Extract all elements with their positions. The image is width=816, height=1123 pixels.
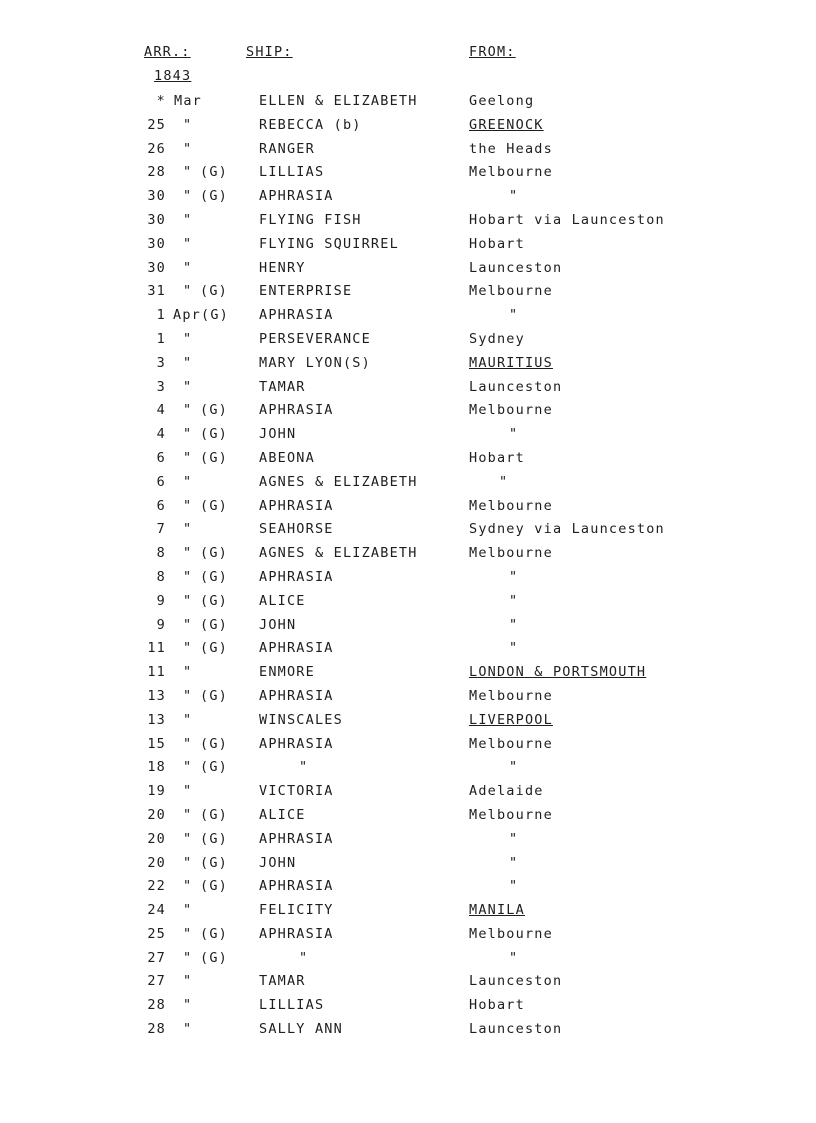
arrival-row xyxy=(0,401,816,425)
arrival-flag: (G) xyxy=(200,687,228,704)
departure-port: Melbourne xyxy=(469,283,553,300)
departure-port: Hobart xyxy=(469,449,525,466)
arrival-month: " xyxy=(183,521,193,538)
arrival-row xyxy=(0,92,816,116)
arrival-row xyxy=(0,830,816,854)
arrival-month: " xyxy=(183,188,193,205)
arrival-day: * xyxy=(156,93,166,109)
arrival-day: 28 xyxy=(147,1021,166,1038)
arrival-month: " xyxy=(183,545,193,562)
departure-port: Hobart xyxy=(469,235,525,252)
ship-name: FELICITY xyxy=(259,902,334,919)
ship-name: APHRASIA xyxy=(259,307,334,324)
arrival-day: 31 xyxy=(147,283,166,300)
arrival-flag: (G) xyxy=(200,497,228,514)
departure-port: Sydney xyxy=(469,330,525,347)
arrival-row xyxy=(0,425,816,449)
header-arrival: ARR.: xyxy=(144,44,191,60)
ship-name: TAMAR xyxy=(259,973,306,990)
departure-port: Melbourne xyxy=(469,164,553,181)
departure-port: Melbourne xyxy=(469,687,553,704)
departure-port: MANILA xyxy=(469,902,525,919)
arrival-day: 25 xyxy=(147,925,166,942)
arrival-flag: (G) xyxy=(200,545,228,562)
arrival-month: " xyxy=(183,330,193,347)
arrival-month: " xyxy=(183,283,193,300)
departure-port: Geelong xyxy=(469,93,535,109)
arrival-day: 25 xyxy=(147,116,166,133)
arrival-month: " xyxy=(183,1021,193,1038)
ship-name: SEAHORSE xyxy=(259,521,334,538)
arrival-row xyxy=(0,1020,816,1044)
departure-port: Launceston xyxy=(469,259,563,276)
arrival-row xyxy=(0,473,816,497)
departure-port: Hobart xyxy=(469,997,525,1014)
year-heading: 1843 xyxy=(154,68,192,84)
arrival-month: " xyxy=(183,640,193,657)
departure-port: " xyxy=(509,854,519,871)
ship-name: ALICE xyxy=(259,592,306,609)
arrival-flag: (G) xyxy=(200,640,228,657)
arrival-month: " xyxy=(183,354,193,371)
arrival-day: 30 xyxy=(147,235,166,252)
departure-port: " xyxy=(509,878,519,895)
departure-port: " xyxy=(509,830,519,847)
departure-port: Hobart via Launceston xyxy=(469,211,665,228)
arrival-day: 3 xyxy=(156,378,166,395)
arrival-day: 11 xyxy=(147,640,166,657)
arrival-row xyxy=(0,782,816,806)
arrival-day: 13 xyxy=(147,687,166,704)
ship-name: APHRASIA xyxy=(259,687,334,704)
arrival-month: " xyxy=(183,211,193,228)
departure-port: " xyxy=(499,473,509,490)
arrival-row xyxy=(0,544,816,568)
arrival-day: 26 xyxy=(147,140,166,157)
ship-name: JOHN xyxy=(259,426,297,443)
arrival-day: 4 xyxy=(156,402,166,419)
ship-name: VICTORIA xyxy=(259,783,334,800)
arrival-month: " xyxy=(183,711,193,728)
arrival-month: " xyxy=(183,616,193,633)
ship-name: APHRASIA xyxy=(259,640,334,657)
ship-name: " xyxy=(299,949,309,966)
arrival-row xyxy=(0,806,816,830)
arrival-flag: (G) xyxy=(200,402,228,419)
arrival-day: 6 xyxy=(156,497,166,514)
header-from: FROM: xyxy=(469,44,516,60)
arrival-month: Mar xyxy=(174,93,202,109)
ship-name: FLYING FISH xyxy=(259,211,362,228)
arrival-flag: (G) xyxy=(201,307,229,324)
arrival-day: 27 xyxy=(147,973,166,990)
arrival-day: 18 xyxy=(147,759,166,776)
arrival-row xyxy=(0,211,816,235)
departure-port: " xyxy=(509,640,519,657)
arrival-flag: (G) xyxy=(200,735,228,752)
departure-port: GREENOCK xyxy=(469,116,544,133)
arrival-flag: (G) xyxy=(200,283,228,300)
ship-name: APHRASIA xyxy=(259,830,334,847)
ship-name: FLYING SQUIRREL xyxy=(259,235,399,252)
arrival-day: 8 xyxy=(156,545,166,562)
arrival-day: 3 xyxy=(156,354,166,371)
arrival-day: 8 xyxy=(156,568,166,585)
arrival-flag: (G) xyxy=(200,806,228,823)
arrival-day: 27 xyxy=(147,949,166,966)
ship-name: APHRASIA xyxy=(259,497,334,514)
ship-name: TAMAR xyxy=(259,378,306,395)
arrival-day: 24 xyxy=(147,902,166,919)
arrival-row xyxy=(0,639,816,663)
arrival-month: " xyxy=(183,140,193,157)
departure-port: " xyxy=(509,307,519,324)
departure-port: Launceston xyxy=(469,973,563,990)
arrival-month: " xyxy=(183,759,193,776)
arrival-month: " xyxy=(183,973,193,990)
arrival-day: 15 xyxy=(147,735,166,752)
ship-name: APHRASIA xyxy=(259,735,334,752)
arrival-row xyxy=(0,996,816,1020)
arrival-day: 1 xyxy=(156,307,166,324)
departure-port: Sydney via Launceston xyxy=(469,521,665,538)
arrival-month: " xyxy=(183,378,193,395)
arrival-row xyxy=(0,663,816,687)
arrival-row xyxy=(0,116,816,140)
arrival-day: 7 xyxy=(156,521,166,538)
ship-name: APHRASIA xyxy=(259,188,334,205)
ship-name: WINSCALES xyxy=(259,711,343,728)
arrival-month: " xyxy=(183,116,193,133)
arrival-row xyxy=(0,758,816,782)
departure-port: Melbourne xyxy=(469,735,553,752)
arrival-month: " xyxy=(183,878,193,895)
arrival-day: 20 xyxy=(147,806,166,823)
ship-name: PERSEVERANCE xyxy=(259,330,371,347)
arrival-day: 20 xyxy=(147,830,166,847)
arrival-day: 13 xyxy=(147,711,166,728)
arrival-month: " xyxy=(183,235,193,252)
arrival-day: 6 xyxy=(156,449,166,466)
departure-port: " xyxy=(509,426,519,443)
departure-port: Melbourne xyxy=(469,545,553,562)
arrival-day: 30 xyxy=(147,259,166,276)
arrival-row xyxy=(0,616,816,640)
arrival-flag: (G) xyxy=(200,592,228,609)
arrival-flag: (G) xyxy=(200,925,228,942)
arrival-row xyxy=(0,378,816,402)
departure-port: " xyxy=(509,592,519,609)
arrival-flag: (G) xyxy=(200,568,228,585)
ship-name: REBECCA (b) xyxy=(259,116,362,133)
ship-name: LILLIAS xyxy=(259,164,325,181)
arrival-row xyxy=(0,925,816,949)
arrival-day: 9 xyxy=(156,592,166,609)
ship-name: JOHN xyxy=(259,616,297,633)
departure-port: the Heads xyxy=(469,140,553,157)
arrival-month: " xyxy=(183,854,193,871)
arrival-day: 11 xyxy=(147,664,166,681)
departure-port: Melbourne xyxy=(469,925,553,942)
departure-port: LIVERPOOL xyxy=(469,711,553,728)
arrival-row xyxy=(0,306,816,330)
departure-port: Melbourne xyxy=(469,806,553,823)
arrival-flag: (G) xyxy=(200,164,228,181)
ship-name: APHRASIA xyxy=(259,925,334,942)
arrival-flag: (G) xyxy=(200,188,228,205)
ship-name: ELLEN & ELIZABETH xyxy=(259,93,418,109)
arrival-day: 22 xyxy=(147,878,166,895)
arrival-day: 20 xyxy=(147,854,166,871)
ship-name: MARY LYON(S) xyxy=(259,354,371,371)
departure-port: " xyxy=(509,759,519,776)
departure-port: Launceston xyxy=(469,1021,563,1038)
arrival-month: " xyxy=(183,735,193,752)
arrival-flag: (G) xyxy=(200,949,228,966)
arrival-day: 30 xyxy=(147,188,166,205)
arrival-day: 6 xyxy=(156,473,166,490)
arrival-flag: (G) xyxy=(200,878,228,895)
arrival-row xyxy=(0,520,816,544)
arrival-month: " xyxy=(183,925,193,942)
arrival-month: Apr xyxy=(173,307,201,324)
arrival-month: " xyxy=(183,830,193,847)
arrival-month: " xyxy=(183,568,193,585)
arrival-row xyxy=(0,140,816,164)
arrival-day: 28 xyxy=(147,997,166,1014)
ship-name: ABEONA xyxy=(259,449,315,466)
arrival-row xyxy=(0,282,816,306)
arrival-month: " xyxy=(183,664,193,681)
ship-name: RANGER xyxy=(259,140,315,157)
arrival-row xyxy=(0,854,816,878)
arrival-row xyxy=(0,687,816,711)
arrival-row xyxy=(0,711,816,735)
arrival-day: 19 xyxy=(147,783,166,800)
ship-name: ALICE xyxy=(259,806,306,823)
arrival-day: 28 xyxy=(147,164,166,181)
arrival-row xyxy=(0,187,816,211)
arrival-month: " xyxy=(183,687,193,704)
arrival-row xyxy=(0,330,816,354)
arrival-flag: (G) xyxy=(200,616,228,633)
arrival-month: " xyxy=(183,902,193,919)
arrival-month: " xyxy=(183,402,193,419)
arrival-month: " xyxy=(183,592,193,609)
ship-name: APHRASIA xyxy=(259,878,334,895)
departure-port: MAURITIUS xyxy=(469,354,553,371)
departure-port: Launceston xyxy=(469,378,563,395)
departure-port: Adelaide xyxy=(469,783,544,800)
departure-port: Melbourne xyxy=(469,402,553,419)
departure-port: LONDON & PORTSMOUTH xyxy=(469,664,647,681)
arrival-month: " xyxy=(183,259,193,276)
arrival-month: " xyxy=(183,426,193,443)
arrival-row xyxy=(0,163,816,187)
arrivals-list xyxy=(0,92,816,1044)
ship-name: ENTERPRISE xyxy=(259,283,353,300)
arrival-row xyxy=(0,877,816,901)
ship-name: ENMORE xyxy=(259,664,315,681)
arrival-flag: (G) xyxy=(200,830,228,847)
arrival-row xyxy=(0,972,816,996)
arrival-day: 9 xyxy=(156,616,166,633)
arrival-month: " xyxy=(183,164,193,181)
arrival-month: " xyxy=(183,949,193,966)
arrival-flag: (G) xyxy=(200,759,228,776)
arrival-row xyxy=(0,592,816,616)
ship-name: JOHN xyxy=(259,854,297,871)
header-ship: SHIP: xyxy=(246,44,293,60)
departure-port: Melbourne xyxy=(469,497,553,514)
arrival-month: " xyxy=(183,783,193,800)
arrival-day: 4 xyxy=(156,426,166,443)
arrival-row xyxy=(0,901,816,925)
departure-port: " xyxy=(509,188,519,205)
arrival-month: " xyxy=(183,473,193,490)
arrival-row xyxy=(0,497,816,521)
ship-name: " xyxy=(299,759,309,776)
ship-name: LILLIAS xyxy=(259,997,325,1014)
arrival-month: " xyxy=(183,997,193,1014)
arrival-flag: (G) xyxy=(200,449,228,466)
arrival-row xyxy=(0,235,816,259)
arrival-row xyxy=(0,949,816,973)
ship-name: APHRASIA xyxy=(259,568,334,585)
ship-name: AGNES & ELIZABETH xyxy=(259,473,418,490)
departure-port: " xyxy=(509,949,519,966)
arrival-month: " xyxy=(183,806,193,823)
arrival-flag: (G) xyxy=(200,426,228,443)
arrival-row xyxy=(0,259,816,283)
ship-name: APHRASIA xyxy=(259,402,334,419)
ship-name: SALLY ANN xyxy=(259,1021,343,1038)
ship-name: HENRY xyxy=(259,259,306,276)
arrival-flag: (G) xyxy=(200,854,228,871)
arrival-row xyxy=(0,449,816,473)
departure-port: " xyxy=(509,616,519,633)
arrival-month: " xyxy=(183,449,193,466)
departure-port: " xyxy=(509,568,519,585)
arrival-day: 1 xyxy=(156,330,166,347)
arrival-row xyxy=(0,568,816,592)
arrival-row xyxy=(0,354,816,378)
arrival-row xyxy=(0,735,816,759)
arrival-month: " xyxy=(183,497,193,514)
ship-name: AGNES & ELIZABETH xyxy=(259,545,418,562)
arrival-day: 30 xyxy=(147,211,166,228)
